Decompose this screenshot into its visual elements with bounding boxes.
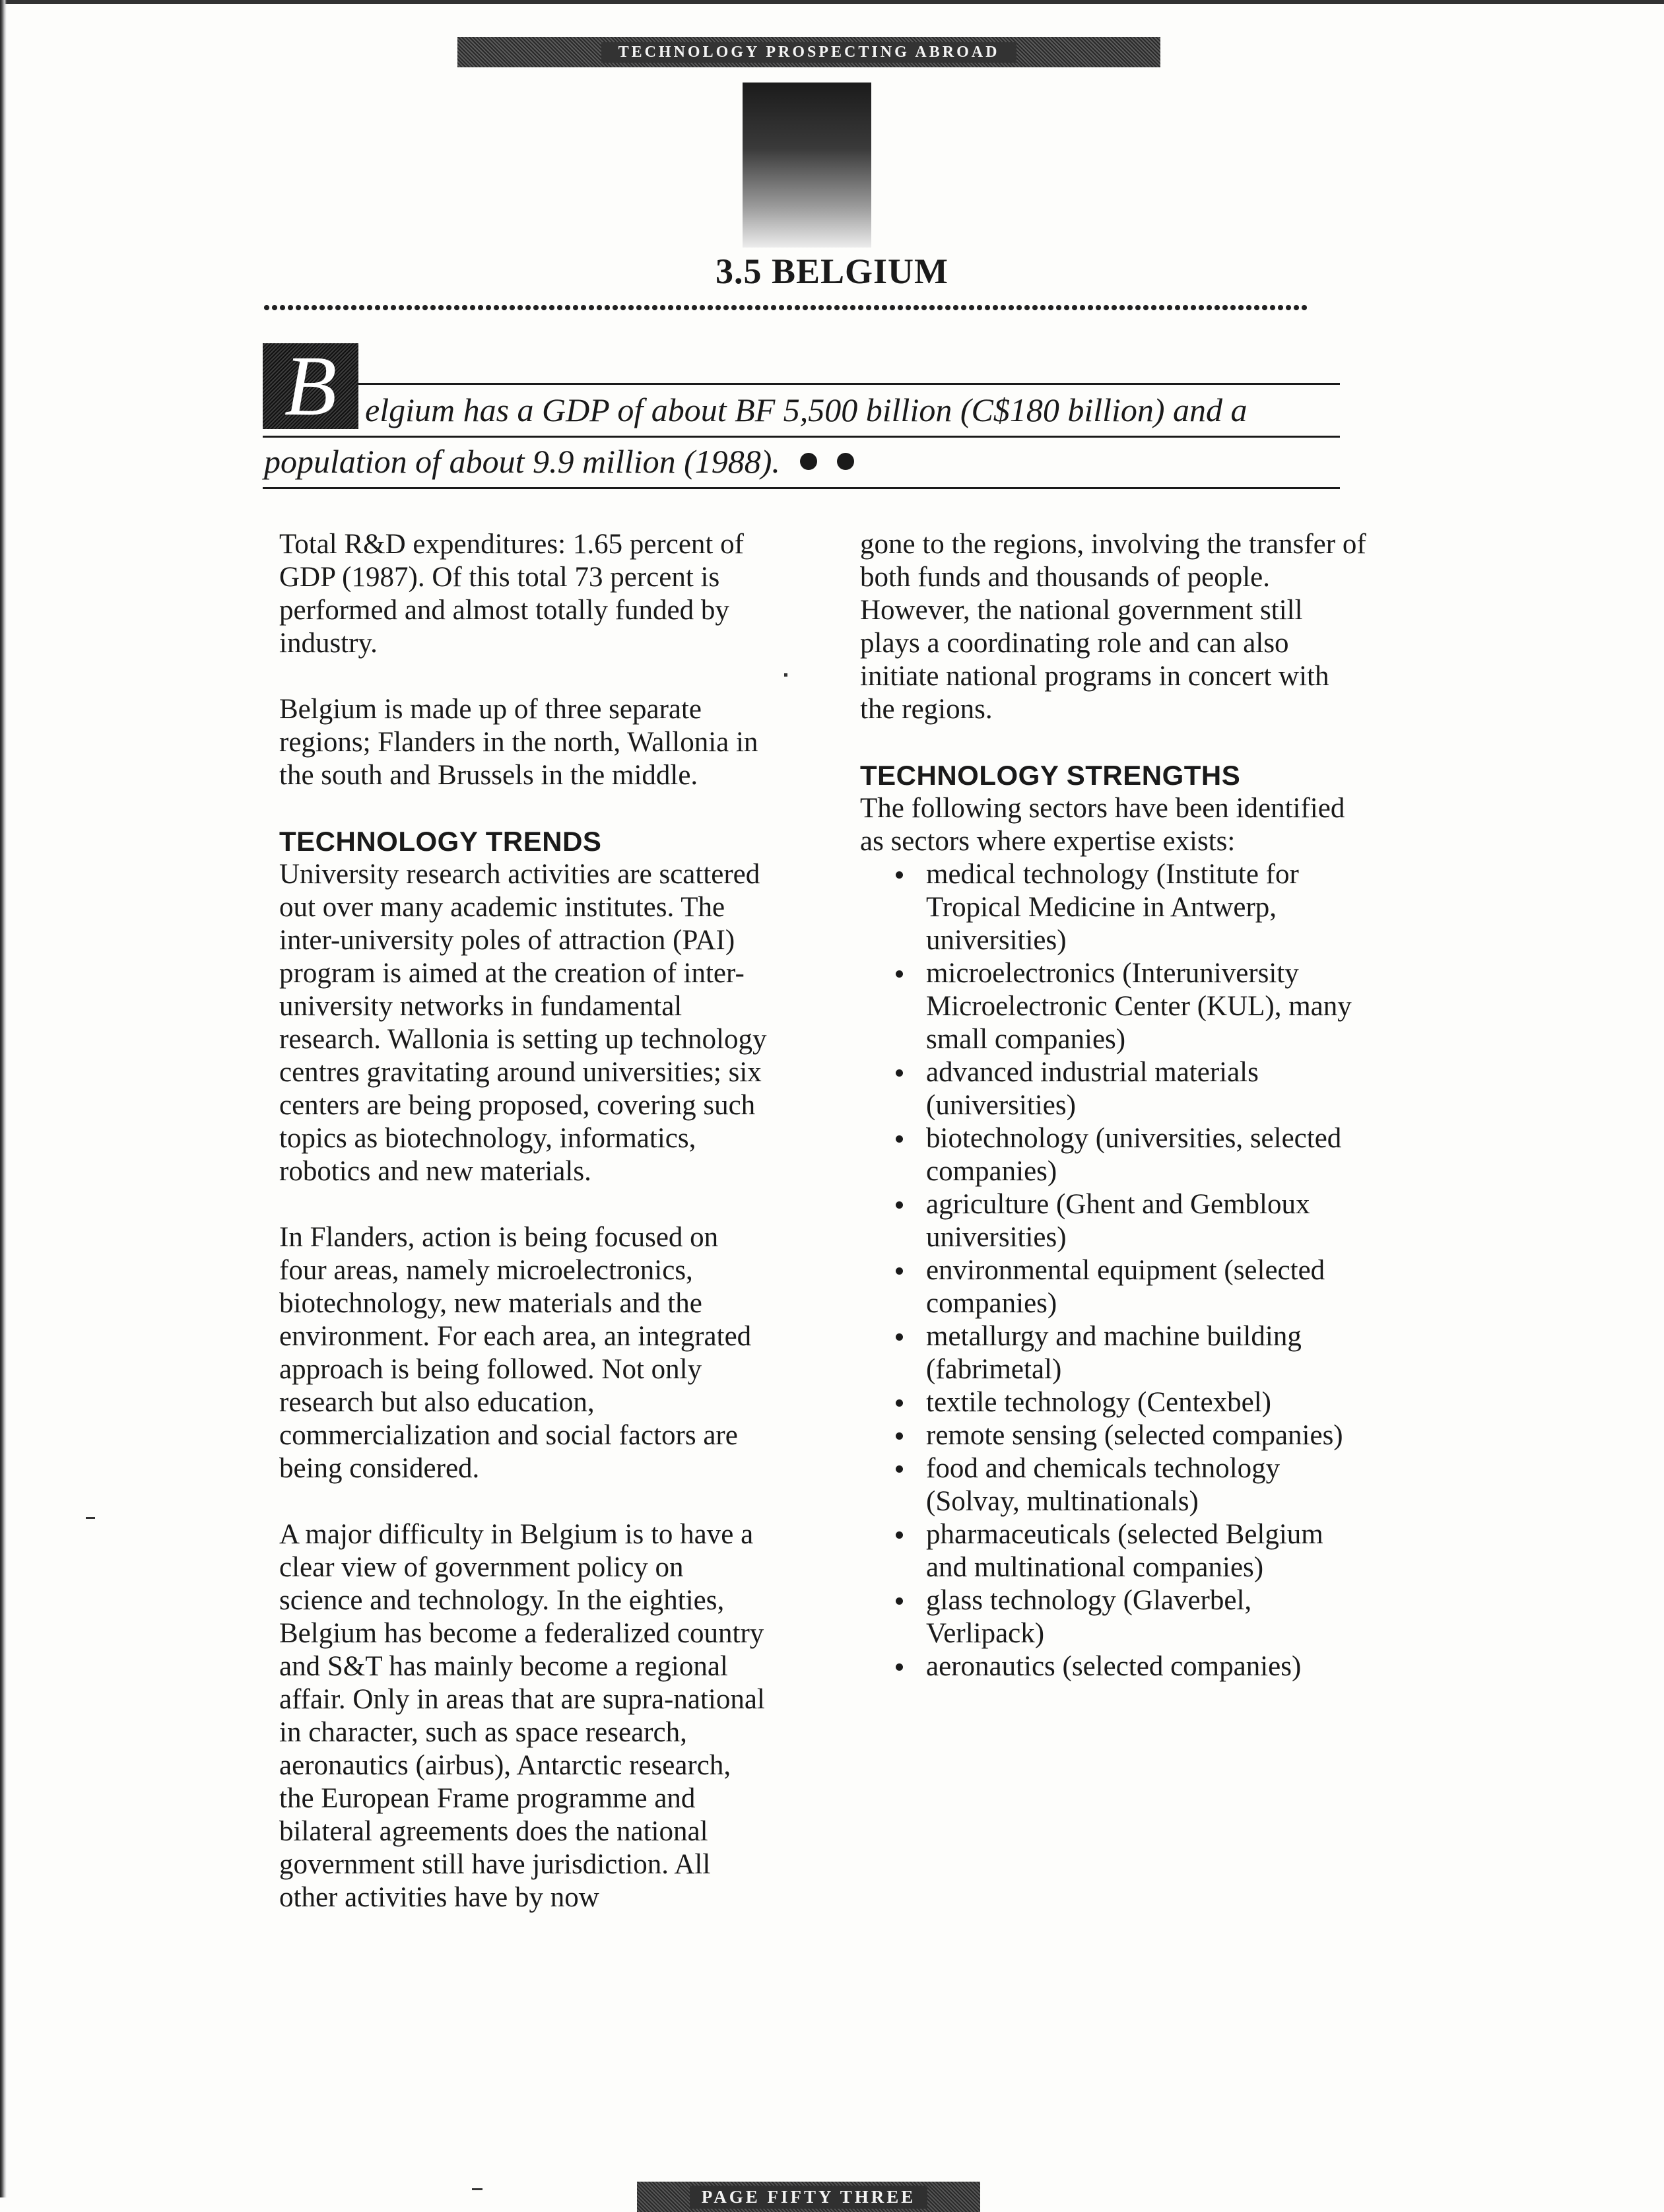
bullet-icon bbox=[837, 453, 854, 470]
right-column bbox=[860, 528, 1368, 1683]
list-item: aeronautics (selected companies) bbox=[926, 1650, 1368, 1683]
lead-rule-top bbox=[358, 383, 1340, 385]
decorative-gradient-block bbox=[743, 83, 871, 248]
paragraph-regions: Belgium is made up of three separate regions; Flanders in the north, Wallonia in the south and Brussels in the middle. bbox=[279, 694, 758, 791]
page-number-footer bbox=[637, 2182, 980, 2212]
list-item: food and chemicals technology (Solvay, multinationals) bbox=[926, 1452, 1368, 1518]
page-number-label: PAGE FIFTY THREE bbox=[690, 2186, 928, 2209]
list-item: agriculture (Ghent and Gembloux universities) bbox=[926, 1188, 1368, 1254]
strengths-list bbox=[860, 858, 1368, 1683]
running-header bbox=[457, 37, 1160, 67]
list-item: biotechnology (universities, selected companies) bbox=[926, 1122, 1368, 1188]
drop-cap: B bbox=[263, 343, 358, 429]
paragraph-rd-expenditures: Total R&D expenditures: 1.65 percent of GDP (1987). Of this total 73 percent is performed and almost totally funded by industry. bbox=[279, 529, 744, 659]
list-item: glass technology (Glaverbel, Verlipack) bbox=[926, 1584, 1368, 1650]
scan-speck bbox=[86, 1517, 95, 1519]
paragraph-regions-continued: gone to the regions, involving the transfer of both funds and thousands of people. However, the national government still plays a coordinating role and can also initiate national programs in concert with the regions. bbox=[860, 529, 1366, 725]
scan-edge-top bbox=[0, 0, 1664, 4]
list-item: environmental equipment (selected companies) bbox=[926, 1254, 1368, 1320]
lead-line-1: elgium has a GDP of about BF 5,500 billion (C$180 billion) and a bbox=[365, 391, 1248, 428]
lead-line-2: population of about 9.9 million (1988). bbox=[264, 443, 780, 480]
paragraph-university-research: University research activities are scattered out over many academic institutes. The inter-university poles of attraction (PAI) program is aimed at the creation of inter-university networks in fundamental research. Wallonia is setting up technology centres gravitating around universities; six centers are being proposed, covering such topics as biotechnology, informatics, robotics and new materials. bbox=[279, 859, 767, 1187]
scan-edge-left bbox=[0, 0, 7, 2197]
heading-technology-trends: TECHNOLOGY TRENDS bbox=[279, 826, 602, 857]
running-header-title: TECHNOLOGY PROSPECTING ABROAD bbox=[601, 42, 1017, 63]
list-item: advanced industrial materials (universities) bbox=[926, 1056, 1368, 1122]
list-item: remote sensing (selected companies) bbox=[926, 1419, 1368, 1452]
list-item: medical technology (Institute for Tropical Medicine in Antwerp, universities) bbox=[926, 858, 1368, 957]
list-item: microelectronics (Interuniversity Microelectronic Center (KUL), many small companies) bbox=[926, 957, 1368, 1056]
left-column bbox=[279, 528, 771, 1947]
section-title: 3.5 BELGIUM bbox=[715, 251, 949, 291]
lead-line-2-wrap bbox=[264, 442, 854, 481]
list-item: pharmaceuticals (selected Belgium and multinational companies) bbox=[926, 1518, 1368, 1584]
scan-speck bbox=[784, 673, 787, 677]
strengths-intro: The following sectors have been identified as sectors where expertise exists: bbox=[860, 793, 1345, 857]
bullet-icon bbox=[800, 453, 817, 470]
list-item: textile technology (Centexbel) bbox=[926, 1386, 1368, 1419]
dotted-divider bbox=[263, 304, 1307, 312]
lead-rule-middle bbox=[263, 436, 1340, 438]
paragraph-flanders: In Flanders, action is being focused on four areas, namely microelectronics, biotechnology, new materials and the environment. For each area, an integrated approach is being followed. Not only research but also education, commercialization and social factors are being considered. bbox=[279, 1222, 752, 1484]
paragraph-government-policy: A major difficulty in Belgium is to have a clear view of government policy on science and technology. In the eighties, Belgium has become a federalized country and S&T has mainly become a regional affair. Only in areas that are supra-national in character, such as space research, aeronautics (airbus), Antarctic research, the European Frame programme and bilateral agreements does the national government still have jurisdiction. All other activities have by now bbox=[279, 1519, 765, 1913]
list-item: metallurgy and machine building (fabrimetal) bbox=[926, 1320, 1368, 1386]
heading-technology-strengths: TECHNOLOGY STRENGTHS bbox=[860, 760, 1241, 791]
lead-rule-bottom bbox=[263, 487, 1340, 489]
scan-speck bbox=[472, 2188, 483, 2190]
